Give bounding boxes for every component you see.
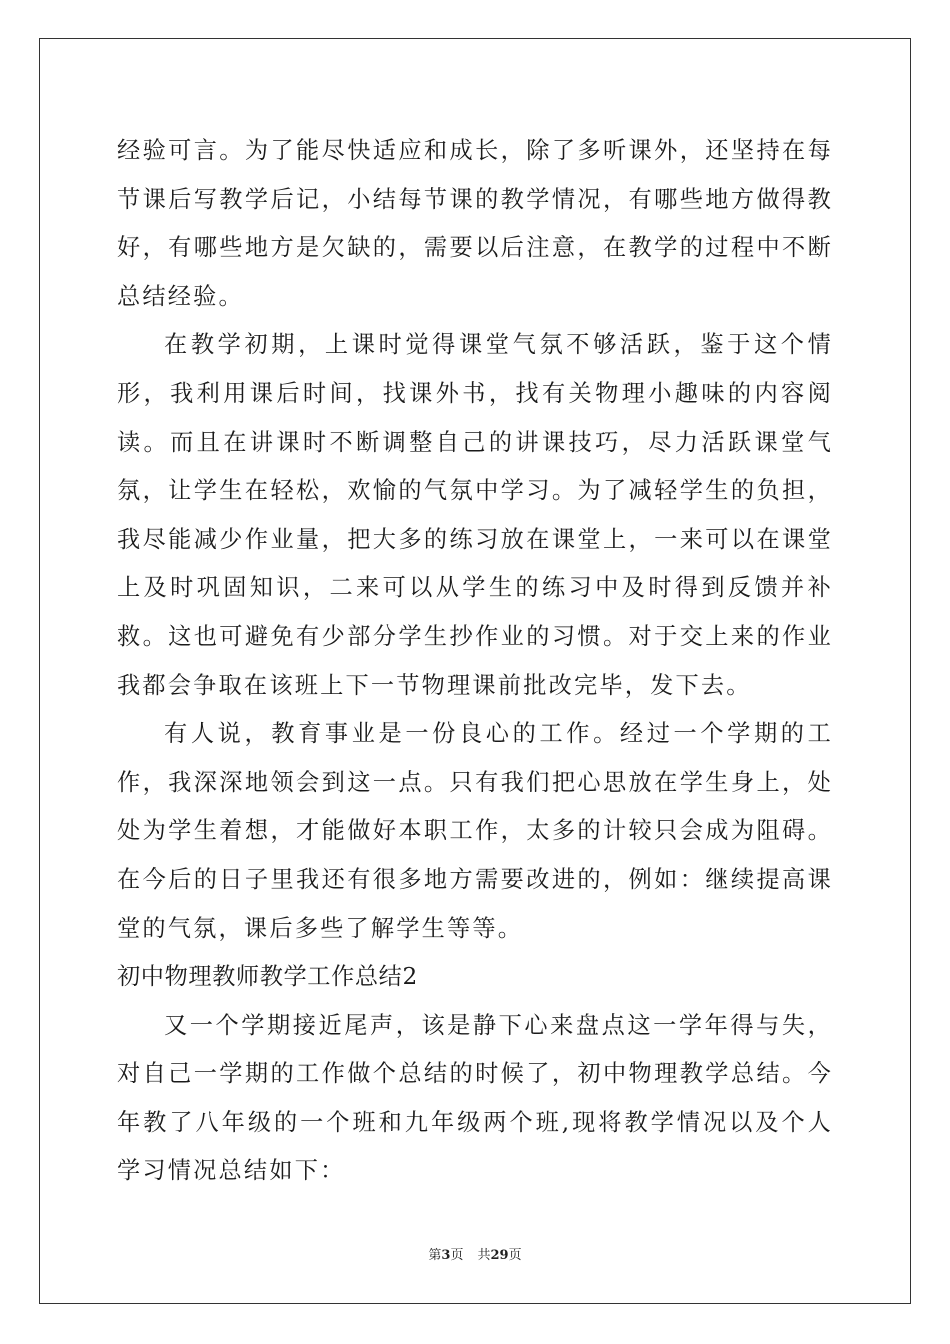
current-page-number: 3 — [441, 1248, 451, 1263]
document-body — [117, 127, 833, 1196]
paragraph-2: 在教学初期，上课时觉得课堂气氛不够活跃，鉴于这个情形，我利用课后时间，找课外书，找有关物理小趣味的内容阅读。而且在讲课时不断调整自己的讲课技巧，尽力活跃课堂气氛，让学生在轻松，欢愉的气氛中学习。为了减轻学生的负担，我尽能减少作业量，把大多的练习放在课堂上，一来可以在课堂上及时巩固知识，二来可以从学生的练习中及时得到反馈并补救。这也可避免有少部分学生抄作业的习惯。对于交上来的作业我都会争取在该班上下一节物理课前批改完毕，发下去。 — [117, 331, 833, 699]
total-prefix: 共 — [477, 1248, 491, 1263]
paragraph-4: 又一个学期接近尾声，该是静下心来盘点这一学年得与失，对自己一学期的工作做个总结的时候了，初中物理教学总结。今年教了八年级的一个班和九年级两个班,现将教学情况以及个人学习情况总结如下： — [117, 1011, 833, 1185]
paragraph-3: 有人说，教育事业是一份良心的工作。经过一个学期的工作，我深深地领会到这一点。只有我们把心思放在学生身上，处处为学生着想，才能做好本职工作，太多的计较只会成为阻碍。在今后的日子里我还有很多地方需要改进的，例如：继续提高课堂的气氛，课后多些了解学生等等。 — [117, 720, 833, 942]
page-prefix: 第 — [428, 1248, 442, 1263]
page-footer — [0, 1247, 950, 1265]
total-page-count: 29 — [490, 1248, 509, 1263]
paragraph-1: 经验可言。为了能尽快适应和成长，除了多听课外，还坚持在每节课后写教学后记，小结每节课的教学情况，有哪些地方做得教好，有哪些地方是欠缺的，需要以后注意，在教学的过程中不断总结经验。 — [117, 137, 833, 310]
page-suffix: 页 — [450, 1248, 464, 1263]
total-suffix: 页 — [508, 1248, 522, 1263]
section-heading: 初中物理教师教学工作总结2 — [117, 963, 418, 991]
